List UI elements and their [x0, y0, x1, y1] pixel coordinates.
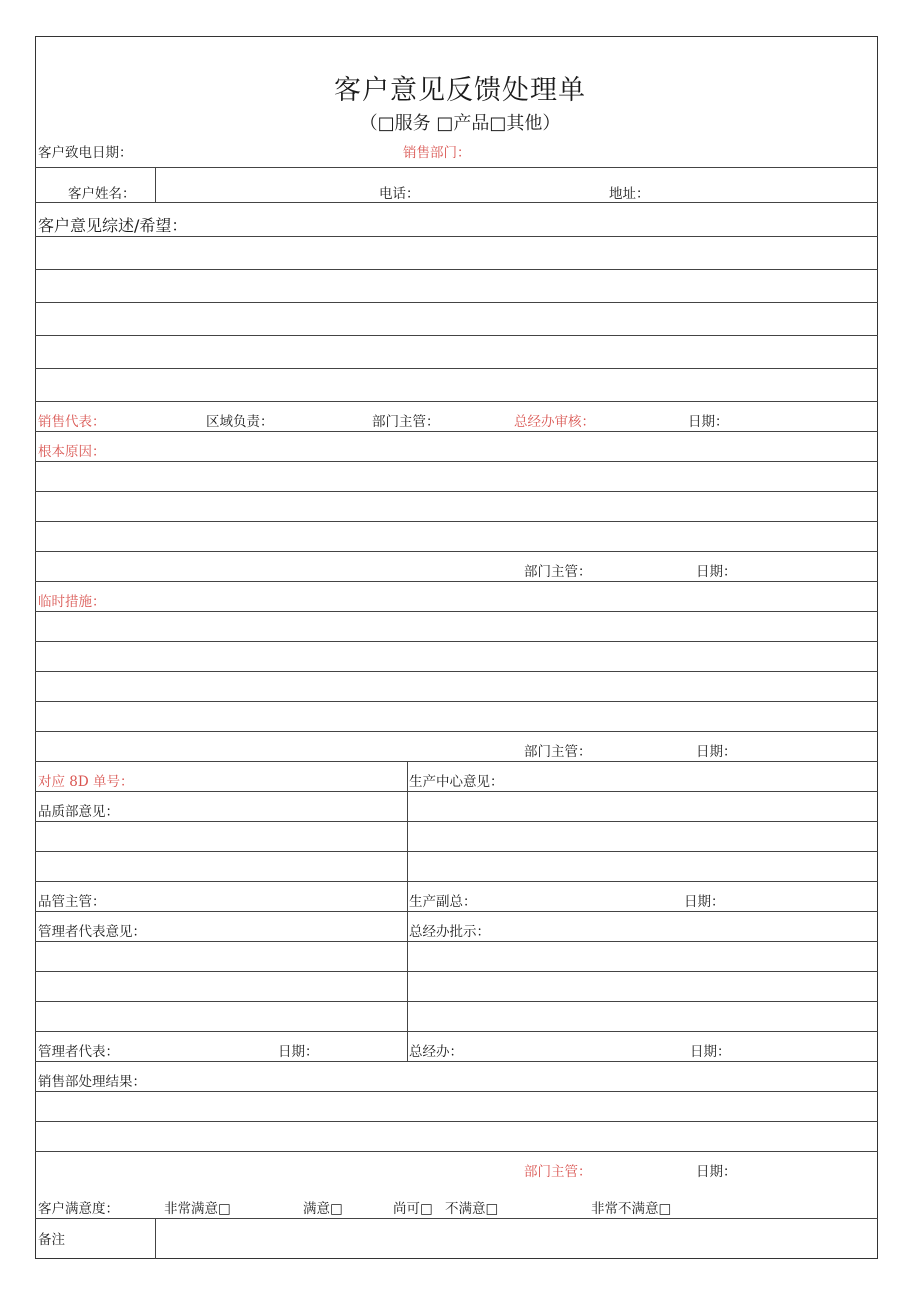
- quality-dept-opinion-label: 品质部意见：: [38, 804, 119, 820]
- row-divider: [35, 611, 878, 612]
- sales-rep-label: 销售代表：: [38, 414, 106, 430]
- sales-dept-label: 销售部门：: [403, 145, 471, 161]
- satisfaction-option-satisfied[interactable]: 满意□: [303, 1201, 343, 1217]
- row-divider: [35, 401, 878, 402]
- column-divider: [407, 761, 408, 1061]
- production-date-label: 日期：: [684, 894, 725, 910]
- satisfaction-label: 客户满意度：: [38, 1201, 119, 1217]
- temp-measures-date-label: 日期：: [696, 744, 737, 760]
- row-divider: [35, 368, 878, 369]
- sales-result-date-label: 日期：: [696, 1164, 737, 1180]
- satisfaction-option-very-satisfied[interactable]: 非常满意□: [164, 1201, 231, 1217]
- column-divider: [155, 167, 156, 202]
- row-divider: [35, 491, 878, 492]
- qc-manager-label: 品管主管：: [38, 894, 106, 910]
- root-cause-dept-manager-label: 部门主管：: [524, 564, 592, 580]
- address-label: 地址：: [609, 186, 650, 202]
- row-divider: [35, 202, 878, 203]
- remarks-label: 备注: [38, 1232, 65, 1248]
- row-divider: [35, 641, 878, 642]
- opinion-heading: 客户意见综述/希望：: [38, 216, 188, 235]
- root-cause-date-label: 日期：: [696, 564, 737, 580]
- row-divider: [35, 302, 878, 303]
- row-divider: [35, 1151, 878, 1152]
- area-lead-label: 区域负责：: [206, 414, 274, 430]
- row-divider: [35, 911, 878, 912]
- row-divider: [35, 431, 878, 432]
- gm-label: 总经办：: [409, 1044, 463, 1060]
- satisfaction-option-very-dissatisfied[interactable]: 非常不满意□: [591, 1201, 672, 1217]
- row-divider: [35, 701, 878, 702]
- row-divider: [35, 791, 878, 792]
- customer-name-label: 客户姓名：: [68, 186, 136, 202]
- eight-d-number-label: 对应 8D 单号：: [38, 774, 134, 790]
- row-divider: [35, 335, 878, 336]
- satisfaction-option-acceptable[interactable]: 尚可□: [393, 1201, 433, 1217]
- row-divider: [35, 236, 878, 237]
- opinion-dept-manager-label: 部门主管：: [372, 414, 440, 430]
- opinion-date-label: 日期：: [688, 414, 729, 430]
- row-divider: [35, 761, 878, 762]
- sales-result-label: 销售部处理结果：: [38, 1074, 146, 1090]
- row-divider: [35, 1031, 878, 1032]
- gm-instruction-label: 总经办批示：: [409, 924, 490, 940]
- row-divider: [35, 551, 878, 552]
- row-divider: [35, 941, 878, 942]
- row-divider: [35, 971, 878, 972]
- phone-label: 电话：: [379, 186, 420, 202]
- row-divider: [35, 1061, 878, 1062]
- management-rep-opinion-label: 管理者代表意见：: [38, 924, 146, 940]
- row-divider: [35, 731, 878, 732]
- row-divider: [35, 269, 878, 270]
- form-title: 客户意见反馈处理单: [334, 75, 586, 106]
- remarks-field[interactable]: [156, 1219, 877, 1258]
- category-checkboxes[interactable]: （□服务 □产品□其他）: [359, 113, 561, 134]
- satisfaction-option-dissatisfied[interactable]: 不满意□: [445, 1201, 499, 1217]
- temp-measures-dept-manager-label: 部门主管：: [524, 744, 592, 760]
- management-rep-label: 管理者代表：: [38, 1044, 119, 1060]
- row-divider: [35, 851, 878, 852]
- row-divider: [35, 821, 878, 822]
- row-divider: [35, 1121, 878, 1122]
- row-divider: [35, 881, 878, 882]
- production-center-opinion-label: 生产中心意见：: [409, 774, 504, 790]
- row-divider: [35, 521, 878, 522]
- gm-date-label: 日期：: [690, 1044, 731, 1060]
- temp-measures-label: 临时措施：: [38, 594, 106, 610]
- root-cause-label: 根本原因：: [38, 444, 106, 460]
- production-deputy-label: 生产副总：: [409, 894, 477, 910]
- gm-review-label: 总经办审核：: [514, 414, 595, 430]
- sales-result-dept-manager-label: 部门主管：: [524, 1164, 592, 1180]
- row-divider: [35, 1091, 878, 1092]
- row-divider: [35, 1001, 878, 1002]
- row-divider: [35, 461, 878, 462]
- row-divider: [35, 581, 878, 582]
- call-date-label: 客户致电日期：: [38, 145, 133, 161]
- row-divider: [35, 671, 878, 672]
- row-divider: [35, 167, 878, 168]
- management-rep-date-label: 日期：: [278, 1044, 319, 1060]
